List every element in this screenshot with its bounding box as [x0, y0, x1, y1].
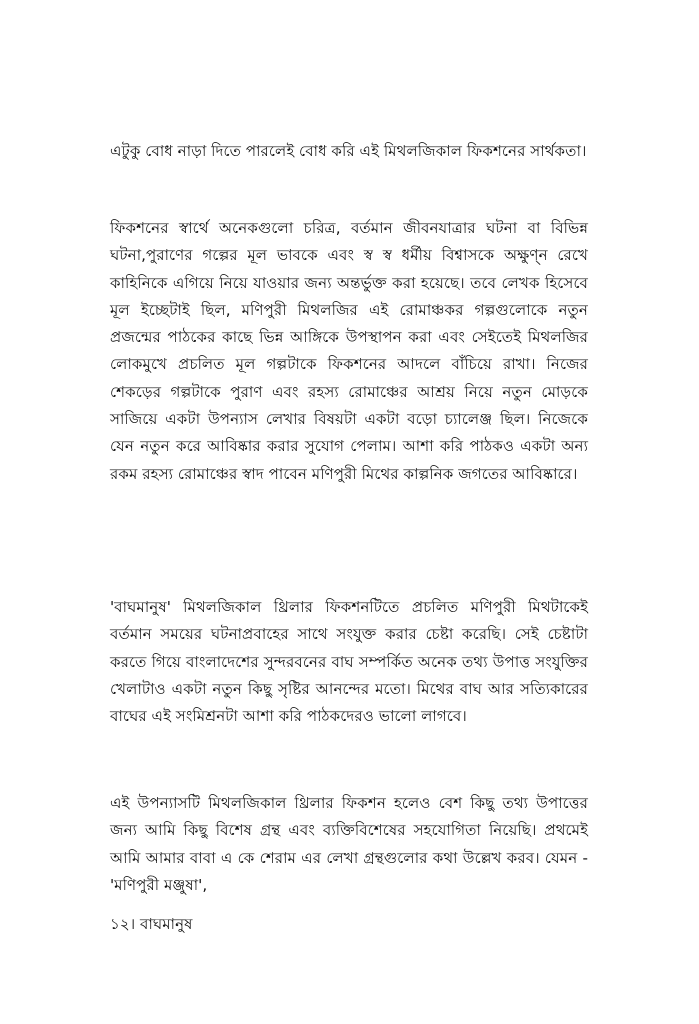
page-footer: ১২। বাঘমানুষ	[110, 915, 193, 933]
paragraph-4: এই উপন্যাসটি মিথলজিকাল থ্রিলার ফিকশন হলেও বেশ কিছু তথ্য উপাত্তের জন্য আমি কিছু বিশেষ গ্রন্থ এবং ব্যক্তিবিশেষের সহযোগিতা নিয়েছি। প্রথমেই আমি আমার বাবা এ কে শেরাম এর লেখা গ্রন্থগুলোর কথা উল্লেখ করব। যেমন - 'মণিপুরী মঞ্জুষা',	[110, 794, 588, 894]
paragraph-1: এটুকু বোধ নাড়া দিতে পারলেই বোধ করি এই মিথলজিকাল ফিকশনের সার্থকতা।	[110, 142, 587, 160]
paragraph-2: ফিকশনের স্বার্থে অনেকগুলো চরিত্র, বর্তমান জীবনযাত্রার ঘটনা বা বিভিন্ন ঘটনা,পুরাণের গল্পের মূল ভাবকে এবং স্ব স্ব ধর্মীয় বিশ্বাসকে অক্ষুণ্ন রেখে কাহিনিকে এগিয়ে নিয়ে যাওয়ার জন্য অন্তর্ভুক্ত করা হয়েছে। তবে লেখক হিসেবে মূল ইচ্ছেটাই ছিল, মণিপুরী মিথলজির এই রোমাঞ্চকর গল্পগুলোকে নতুন প্রজন্মের পাঠকের কাছে ভিন্ন আঙ্গিকে উপস্থাপন করা এবং সেইতেই মিথলজির লোকমুখে প্রচলিত মূল গল্পটাকে ফিকশনের আদলে বাঁচিয়ে রাখা। নিজের শেকড়ের গল্পটাকে পুরাণ এবং রহস্য রোমাঞ্চের আশ্রয় নিয়ে নতুন মোড়কে সাজিয়ে একটা উপন্যাস লেখার বিষয়টা একটা বড়ো চ্যালেঞ্জ ছিল। নিজেকে যেন নতুন করে আবিষ্কার করার সুযোগ পেলাম। আশা করি পাঠকও একটা অন্য রকম রহস্য রোমাঞ্চের স্বাদ পাবেন মণিপুরী মিথের কাল্পনিক জগতের আবিষ্কারে।	[110, 219, 588, 483]
paragraph-3: 'বাঘমানুষ' মিথলজিকাল থ্রিলার ফিকশনটিতে প্রচলিত মণিপুরী মিথটাকেই বর্তমান সময়ের ঘটনাপ্রবাহের সাথে সংযুক্ত করার চেষ্টা করেছি। সেই চেষ্টাটা করতে গিয়ে বাংলাদেশের সুন্দরবনের বাঘ সম্পর্কিত অনেক তথ্য উপাত্ত সংযুক্তির খেলাটাও একটা নতুন কিছু সৃষ্টির আনন্দের মতো। মিথের বাঘ আর সত্যিকারের বাঘের এই সংমিশ্রনটা আশা করি পাঠকদেরও ভালো লাগবে।	[110, 598, 588, 726]
